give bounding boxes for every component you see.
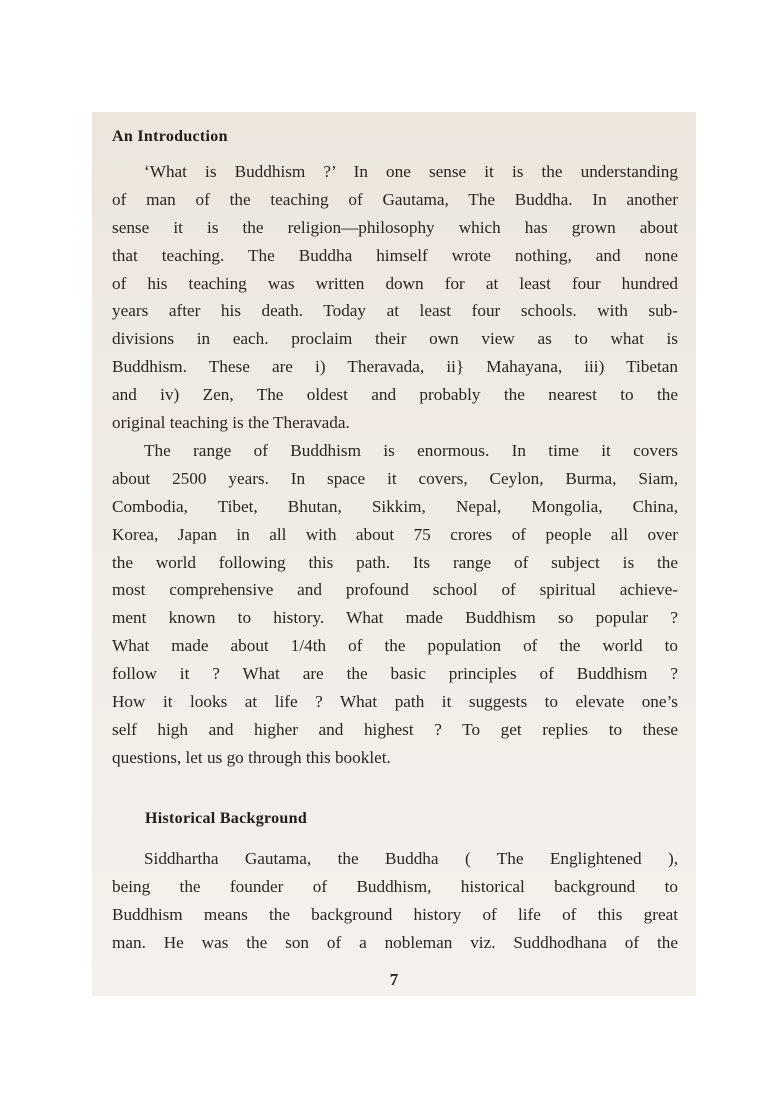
text-line: Siddhartha Gautama, the Buddha ( The Englightened ),: [144, 849, 678, 868]
paragraph-range-of-buddhism: [112, 437, 678, 772]
paragraph-what-is-buddhism: [112, 158, 678, 437]
text-line: of his teaching was written down for at least four hundred: [112, 273, 678, 293]
text-line: that teaching. The Buddha himself wrote nothing, and none: [112, 245, 678, 265]
paragraph-siddhartha: [112, 845, 678, 957]
text-line: How it looks at life ? What path it suggests to elevate one’s: [112, 692, 678, 712]
section-heading-historical-background: Historical Background: [145, 810, 308, 827]
text-line: self high and higher and highest ? To get replies to these: [112, 719, 678, 739]
text-line: divisions in each. proclaim their own view as to what is: [112, 329, 678, 349]
text-line: years after his death. Today at least four schools. with sub-: [112, 301, 678, 321]
text-line: follow it ? What are the basic principles of Buddhism ?: [112, 664, 678, 684]
text-line: being the founder of Buddhism, historical background to: [112, 876, 678, 896]
text-line: Combodia, Tibet, Bhutan, Sikkim, Nepal, Mongolia, China,: [112, 496, 678, 516]
text-line: original teaching is the Theravada.: [112, 413, 350, 433]
text-line: man. He was the son of a nobleman viz. Suddhodhana of the: [112, 932, 678, 952]
text-line: most comprehensive and profound school of spiritual achieve-: [112, 580, 678, 600]
text-line: ment known to history. What made Buddhism so popular ?: [112, 608, 678, 628]
text-line: questions, let us go through this booklet.: [112, 747, 391, 767]
text-line: of man of the teaching of Gautama, The Buddha. In another: [112, 189, 678, 209]
text-line: the world following this path. Its range of subject is the: [112, 552, 678, 572]
page-number: 7: [389, 970, 399, 989]
text-line: Korea, Japan in all with about 75 crores of people all over: [112, 524, 678, 544]
book-page: [92, 112, 696, 996]
text-line: Buddhism means the background history of life of this great: [112, 904, 678, 924]
text-line: What made about 1/4th of the population of the world to: [112, 636, 678, 656]
text-line: The range of Buddhism is enormous. In time it covers: [144, 441, 678, 460]
text-line: and iv) Zen, The oldest and probably the nearest to the: [112, 385, 678, 405]
text-line: about 2500 years. In space it covers, Ceylon, Burma, Siam,: [112, 468, 678, 488]
text-line: sense it is the religion—philosophy which has grown about: [112, 217, 678, 237]
text-line: Buddhism. These are i) Theravada, ii} Mahayana, iii) Tibetan: [112, 357, 678, 377]
text-line: ‘What is Buddhism ?’ In one sense it is the understanding: [144, 162, 678, 181]
section-heading-introduction: An Introduction: [112, 128, 228, 145]
